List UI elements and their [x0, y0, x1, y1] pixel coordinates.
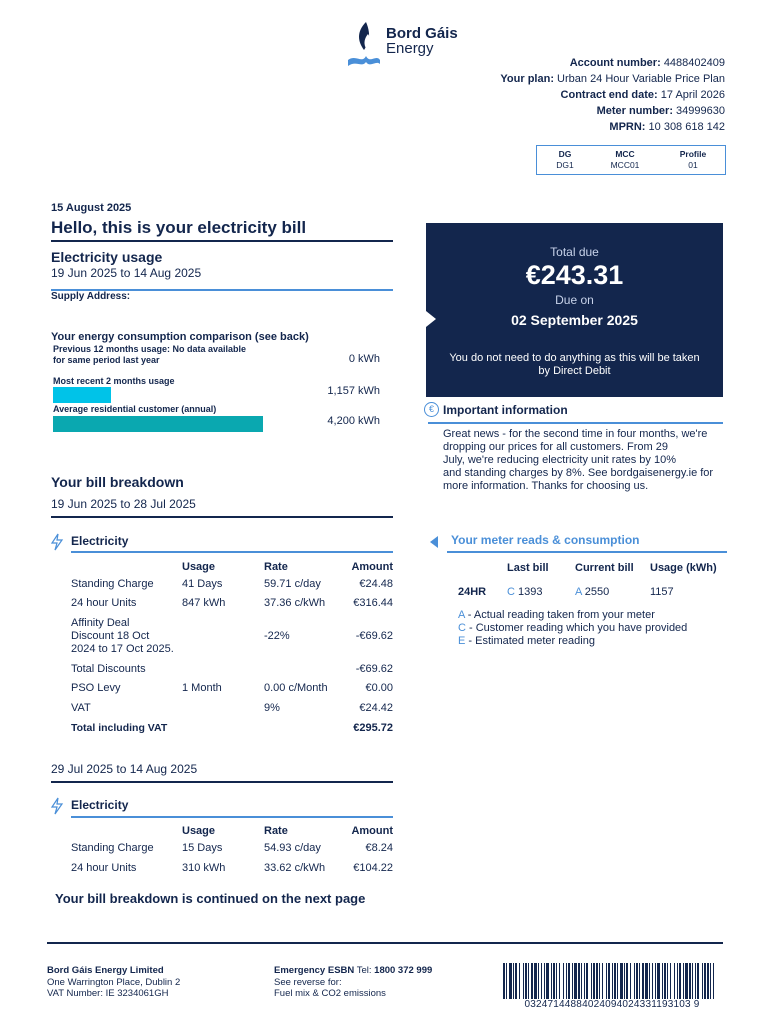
code-value: MCC01: [610, 160, 640, 170]
direct-debit-note: You do not need to do anything as this will be taken by Direct Debit: [449, 352, 700, 377]
table-row-usage: 1 Month: [182, 682, 222, 694]
meter-number-value: 34999630: [676, 105, 725, 117]
meter-header-last: Last bill: [507, 562, 549, 574]
flame-logo-icon: [346, 20, 382, 70]
header-amount: Amount: [351, 561, 393, 573]
meter-last-read: [507, 586, 543, 599]
meter-header-current: Current bill: [575, 562, 634, 574]
average-usage-label: Average residential customer (annual): [53, 404, 217, 414]
table-row-rate: 54.93 c/day: [264, 842, 321, 854]
code-header: Profile: [679, 149, 707, 159]
usage-period: 19 Jun 2025 to 14 Aug 2025: [51, 266, 202, 280]
barcode-number: 03247144884024094024331193103 9: [524, 999, 700, 1010]
code-value: DG1: [556, 160, 574, 170]
bill-date: 15 August 2025: [51, 202, 132, 214]
legend-item: [458, 635, 595, 648]
electricity-label-2: Electricity: [71, 798, 129, 812]
emergency-phone: 1800 372 999: [374, 965, 433, 976]
electricity-label: Electricity: [71, 534, 129, 548]
due-on-label: Due on: [555, 293, 594, 307]
legend-item: [458, 609, 655, 622]
total-due-label: Total due: [550, 245, 599, 259]
mprn-value: 10 308 618 142: [648, 121, 725, 133]
table-row-amount: €0.00: [365, 682, 393, 694]
read-type-code: A: [575, 586, 582, 598]
meter-title: Your meter reads & consumption: [451, 533, 640, 547]
footer-company: [47, 965, 180, 1000]
table-row-amount: €104.22: [353, 862, 393, 874]
footer-divider: [47, 942, 723, 944]
divider: [71, 816, 393, 818]
read-type-code: C: [507, 586, 515, 598]
contract-label: Contract end date:: [560, 89, 658, 101]
table-row-desc: Total Discounts: [71, 663, 146, 675]
code-profile: [665, 149, 721, 171]
important-text: [443, 428, 713, 493]
table-row-desc: 2024 to 17 Oct 2025.: [71, 643, 174, 655]
prev-usage-label-2: for same period last year: [53, 355, 160, 365]
divider: [51, 516, 393, 518]
important-title: Important information: [443, 403, 568, 417]
average-usage-bar: [53, 416, 263, 432]
table-row-usage: 15 Days: [182, 842, 223, 854]
footer-emergency: [274, 965, 432, 1000]
barcode: [503, 963, 721, 999]
important-line: Great news - for the second time in four months, we're: [443, 428, 708, 440]
emergency-tel-label: Tel:: [354, 965, 375, 976]
divider: [51, 781, 393, 783]
account-number-value: 4488402409: [663, 57, 725, 69]
recent-usage-value: 1,157 kWh: [327, 385, 380, 397]
see-reverse: See reverse for:: [274, 976, 342, 988]
table-row-usage: 847 kWh: [182, 597, 226, 609]
important-line: and standing charges by 8%. See bordgaisenergy.ie for: [443, 467, 714, 479]
total-incl-vat-amount: €295.72: [353, 722, 393, 734]
legend-text: - Estimated meter reading: [465, 635, 595, 647]
table-row-desc: Affinity Deal: [71, 617, 130, 629]
account-number-line: [570, 57, 725, 70]
lightning-icon: [50, 533, 64, 551]
meter-usage: 1157: [650, 586, 674, 598]
breakdown-period-1: 19 Jun 2025 to 28 Jul 2025: [51, 497, 196, 511]
company-name: Bord Gáis Energy Limited: [47, 965, 164, 976]
plan-label: Your plan:: [500, 73, 554, 85]
table-row-desc: Standing Charge: [71, 842, 154, 854]
panel-notch: [426, 311, 436, 327]
code-dg: [537, 149, 593, 171]
code-header: MCC: [615, 149, 635, 159]
total-due-panel: [426, 223, 723, 397]
table-row-desc: 24 hour Units: [71, 862, 137, 874]
table-row-rate: 59.71 c/day: [264, 578, 321, 590]
arrow-left-icon: [430, 536, 438, 548]
code-header: DG: [558, 149, 572, 159]
usage-title: Electricity usage: [51, 249, 163, 265]
legend-code: C: [458, 622, 466, 634]
supply-address-label: Supply Address:: [51, 291, 131, 302]
legend-code: E: [458, 635, 466, 647]
page-title: Hello, this is your electricity bill: [51, 218, 307, 237]
header-usage: Usage: [182, 561, 216, 573]
divider: [71, 551, 393, 553]
legend-item: [458, 622, 687, 635]
read-value: 2550: [584, 586, 610, 598]
table-row-rate: 33.62 c/kWh: [264, 862, 326, 874]
brand-name-sub: Energy: [386, 40, 434, 57]
prev-usage-label: Previous 12 months usage: No data available: [53, 344, 247, 354]
table-row-amount: €8.24: [365, 842, 393, 854]
meter-code-box: [536, 145, 726, 175]
table-row-desc: VAT: [71, 702, 91, 714]
header-amount: Amount: [351, 825, 393, 837]
important-line: July, we're reducing electricity unit rates by 10%: [443, 454, 676, 466]
barcode-stripe: [714, 963, 717, 999]
brand-logo: [346, 20, 466, 70]
table-row-desc: 24 hour Units: [71, 597, 137, 609]
legend-text: - Customer reading which you have provided: [465, 622, 688, 634]
fuel-mix: Fuel mix & CO2 emissions: [274, 988, 386, 999]
contract-line: [561, 89, 725, 102]
table-row-usage: 310 kWh: [182, 862, 226, 874]
meter-register: 24HR: [458, 586, 487, 598]
recent-usage-label: Most recent 2 months usage: [53, 376, 175, 386]
legend-text: - Actual reading taken from your meter: [464, 609, 655, 621]
emergency-label: Emergency ESBN: [274, 965, 355, 976]
lightning-icon: [50, 797, 64, 815]
table-row-amount: €24.48: [359, 578, 393, 590]
prev-usage-value: 0 kWh: [348, 353, 380, 365]
total-due-amount: €243.31: [525, 260, 624, 290]
contract-value: 17 April 2026: [660, 89, 725, 101]
table-row-rate: 0.00 c/Month: [264, 682, 328, 694]
comparison-title: Your energy consumption comparison (see back): [51, 331, 309, 343]
brand-name: Bord Gáis: [386, 25, 458, 42]
recent-usage-bar: [53, 387, 111, 403]
breakdown-period-2: 29 Jul 2025 to 14 Aug 2025: [51, 762, 198, 776]
table-row-amount: €316.44: [353, 597, 393, 609]
plan-value: Urban 24 Hour Variable Price Plan: [557, 73, 725, 85]
average-usage-value: 4,200 kWh: [327, 415, 380, 427]
divider: [447, 551, 727, 553]
code-mcc: [597, 149, 653, 171]
breakdown-title: Your bill breakdown: [51, 474, 184, 490]
divider: [428, 422, 723, 424]
header-usage: Usage: [182, 825, 216, 837]
vat-number: VAT Number: IE 3234061GH: [47, 988, 169, 999]
account-number-label: Account number:: [569, 57, 661, 69]
meter-number-label: Meter number:: [596, 105, 673, 117]
table-row-rate: 9%: [264, 702, 280, 714]
table-row-desc: PSO Levy: [71, 682, 121, 694]
legend-code: A: [458, 609, 465, 621]
table-row-amount: -€69.62: [355, 630, 393, 642]
table-row-rate: -22%: [264, 630, 290, 642]
important-line: dropping our prices for all customers. From 29: [443, 441, 668, 453]
meter-current-read: [575, 586, 609, 599]
table-row-rate: 37.36 c/kWh: [264, 597, 326, 609]
company-address: One Warrington Place, Dublin 2: [47, 976, 181, 988]
meter-header-usage: Usage (kWh): [650, 562, 717, 574]
table-row-usage: 41 Days: [182, 578, 223, 590]
table-row-desc: Discount 18 Oct: [71, 630, 150, 642]
read-value: 1393: [518, 586, 543, 598]
important-line: more information. Thanks for choosing us.: [443, 480, 649, 492]
total-incl-vat-label: Total including VAT: [71, 722, 168, 734]
header-rate: Rate: [264, 825, 288, 837]
plan-line: [500, 73, 725, 86]
table-row-amount: -€69.62: [355, 663, 393, 675]
header-rate: Rate: [264, 561, 288, 573]
mprn-line: [609, 121, 725, 134]
table-row-amount: €24.42: [359, 702, 393, 714]
euro-icon: €: [424, 402, 439, 417]
divider: [51, 240, 393, 242]
mprn-label: MPRN:: [609, 121, 646, 133]
table-row-desc: Standing Charge: [71, 578, 154, 590]
meter-number-line: [597, 105, 725, 118]
continued-note: Your bill breakdown is continued on the next page: [55, 891, 366, 906]
due-date: 02 September 2025: [511, 312, 638, 328]
code-value: 01: [688, 160, 698, 170]
